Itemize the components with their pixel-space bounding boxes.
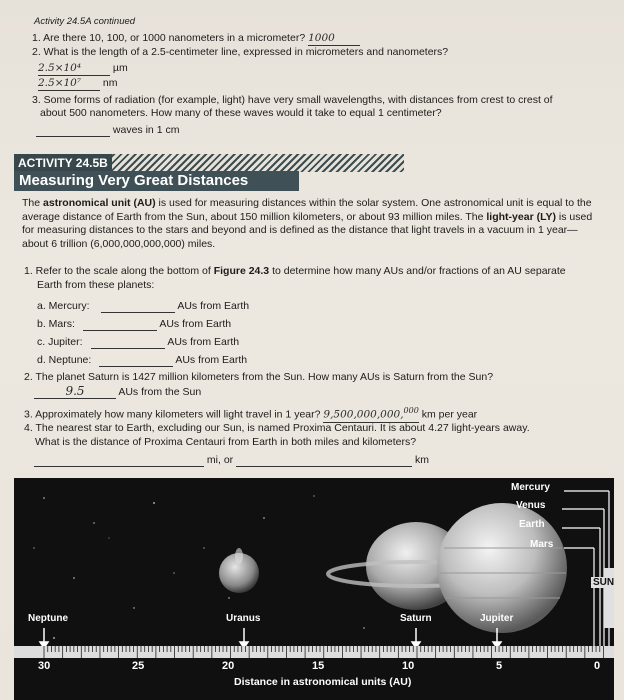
q4-b-line1: 4. The nearest star to Earth, excluding our Sun, is named Proxima Centauri. It is about 4.27 light-years away.: [24, 422, 530, 434]
label-mars: Mars: [530, 539, 554, 550]
q1-b-line2: Earth from these planets:: [37, 279, 155, 291]
q3-a-line1: 3. Some forms of radiation (for example, light) have very small wavelengths, with distances from crest to crest of: [32, 94, 553, 106]
label-neptune: Neptune: [28, 613, 68, 624]
label-earth: Earth: [519, 519, 545, 530]
q1-a-answer[interactable]: 1000: [308, 32, 360, 46]
q3-a-answer-row: waves in 1 cm: [36, 124, 179, 137]
q2-b-question: 2. The planet Saturn is 1427 million kilometers from the Sun. How many AUs is Saturn from the Sun?: [24, 371, 494, 383]
q1-a-question: 1. Are there 10, 100, or 1000 nanometers in a micrometer? 1000: [32, 32, 360, 46]
intro-paragraph: The astronomical unit (AU) is used for measuring distances within the solar system. One astronomical unit is equal to the average distance of Earth from the Sun, about 150 million kilometers, or about 93 million miles. The light-year (LY) is used for measuring distances to the stars and beyond and is defined as the distance that light travels in a vacuum in 1 year—about 6 trillion (6,000,000,000,000) miles.: [22, 197, 593, 250]
scale-25: 25: [132, 660, 145, 672]
solar-system-figure: [14, 478, 614, 700]
scale-20: 20: [222, 660, 235, 672]
item-mercury: a. Mercury: AUs from Earth: [37, 300, 250, 312]
scale-10: 10: [402, 660, 415, 672]
jupiter-answer-blank[interactable]: [91, 337, 165, 349]
item-neptune: d. Neptune: AUs from Earth: [37, 354, 248, 366]
q3-b-answer[interactable]: 9,500,000,000,$^{000}$: [323, 406, 419, 421]
q2-a-answer-nm-row: 2.5×10⁷ nm: [38, 77, 118, 89]
stars: [33, 495, 364, 653]
label-venus: Venus: [516, 500, 546, 511]
scale-30: 30: [38, 660, 51, 672]
q2-a-answer-nm[interactable]: 2.5×10⁷: [38, 77, 100, 91]
label-mercury: Mercury: [511, 482, 550, 493]
continued-header: Activity 24.5A continued: [34, 16, 136, 27]
q4-b-answer-row: mi, or km: [34, 454, 429, 467]
q2-a-answer-um-row: 2.5×10⁴ µm: [38, 62, 128, 74]
axis-label: Distance in astronomical units (AU): [234, 676, 412, 688]
activity-label: ACTIVITY 24.5B: [14, 154, 112, 172]
q3-b-row: 3. Approximately how many kilometers will light travel in 1 year? 9,500,000,000,$^{000}$ km per year: [24, 406, 478, 421]
q3-a-answer-blank[interactable]: [36, 125, 110, 137]
q2-a-answer-um[interactable]: 2.5×10⁴: [38, 62, 110, 76]
scale-0: 0: [594, 660, 601, 672]
scale-15: 15: [312, 660, 325, 672]
planet-arrows: [40, 628, 501, 648]
mercury-answer-blank[interactable]: [101, 301, 175, 313]
q1-b-line1: 1. Refer to the scale along the bottom of Figure 24.3 to determine how many AUs and/or fractions of an AU separate: [24, 265, 566, 277]
q2-a-question: 2. What is the length of a 2.5-centimeter line, expressed in micrometers and nanometers?: [32, 46, 449, 58]
q4-km-blank[interactable]: [236, 455, 412, 467]
item-mars: b. Mars: AUs from Earth: [37, 318, 232, 330]
q3-a-line2: about 500 nanometers. How many of these waves would it take to equal 1 centimeter?: [40, 107, 442, 119]
neptune-answer-blank[interactable]: [99, 355, 173, 367]
inner-planet-leaders: [562, 491, 609, 648]
q2-b-answer[interactable]: 9.5: [34, 385, 116, 399]
label-jupiter: Jupiter: [480, 613, 514, 624]
activity-title: Measuring Very Great Distances: [14, 171, 299, 191]
label-sun: SUN: [591, 577, 614, 588]
au-scale-ruler: [14, 646, 614, 658]
label-saturn: Saturn: [400, 613, 432, 624]
mars-answer-blank[interactable]: [83, 319, 157, 331]
q2-b-answer-row: 9.5 AUs from the Sun: [34, 385, 201, 399]
scale-5: 5: [496, 660, 503, 672]
item-jupiter: c. Jupiter: AUs from Earth: [37, 336, 240, 348]
label-uranus: Uranus: [226, 613, 261, 624]
q4-b-line2: What is the distance of Proxima Centauri from Earth in both miles and kilometers?: [35, 436, 417, 448]
q4-miles-blank[interactable]: [34, 455, 204, 467]
